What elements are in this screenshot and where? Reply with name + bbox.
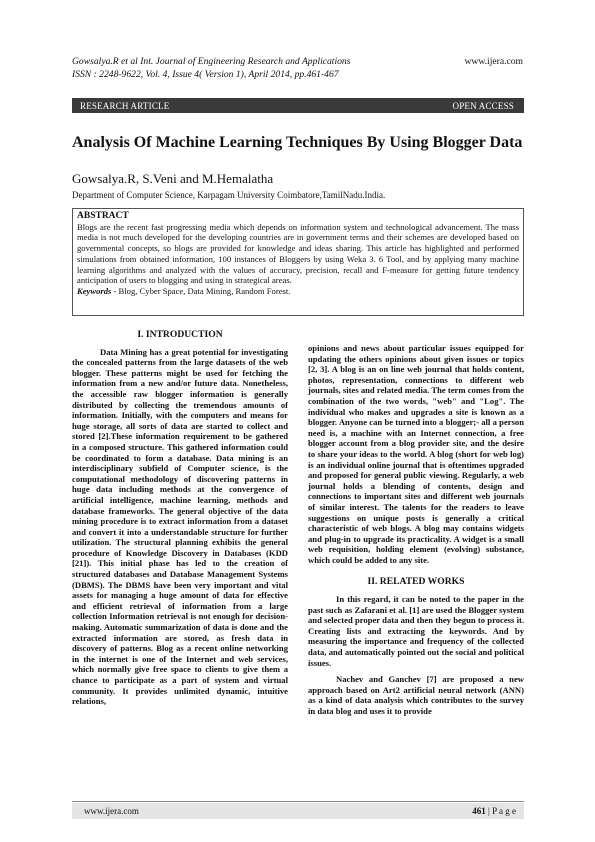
page-footer (72, 803, 524, 819)
running-header (72, 56, 350, 81)
introduction-paragraph: Data Mining has a great potential for investigating the concealed patterns from the large datasets of the web blogger. These patterns might be used for fetching the information from a new and/or future data. Nonetheless, the accessible raw blogger information is generally distributed by collecting the tremendous amounts of information. Initially, with the computers and means for huge storage, all sorts of data are started to collect and stored [2].These information requirement to be gathered in a composed structure. This gathered information could be coordinated to form a database. Data mining is an interdisciplinary subfield of Computer science, is the computational methodology of discovering patterns in huge data including methods at the convergence of artificial intelligence, machine learning, methods and database frameworks. The general objective of the data mining procedure is to extract information from a dataset and convert it into a understandable structure for further utilization. The structural planning exhibits the general procedure of Knowledge Discovery in Databases (KDD [21]). This initial phase has led to the creation of structured databases and Database Management Systems (DBMS). The DBMS have been very important and vital assets for managing a huge amount of data for effective and efficient retrieval of information from a large collection Information retrieval is not enough for decision-making. Automatic summarization of data is done and the extracted information are stored, as fresh data in discovery of patterns. Blog as a recent online networking in the internet is one of the Internet and web services, which normally give free space to clients to give them a chance to participate as a part of system and virtual community. It provides unlimited dynamic, intuitive relations, (72, 346, 288, 707)
page-label: | P a g e (485, 806, 516, 816)
research-article-label: RESEARCH ARTICLE (80, 100, 170, 111)
related-works-paragraph-2: Nachev and Ganchev [7] are proposed a new approach based on Art2 artificial neural network (ANN) as a kind of data analysis which contributes to the survey in data blog and uses it to provide (308, 674, 524, 716)
footer-divider (72, 801, 524, 802)
introduction-continuation: opinions and news about particular issues equipped for updating the others opinions about given issues or topics [2, 3]. A blog is an on line web journal that holds content, photos, representation, connections to different web journals, sites and related media. The term comes from the combination of the two words, "web" and "Log". The individual who makes and upgrades a site is known as a blogger. Anyone can be turned into a blogger;- all a person need is, a machine with an Internet connection, a free blogger account from a blog provider site, and the desire to share your ideas to the world. A blog (short for web log) is an individual online journal that is oftentimes upgraded and proposed for general public viewing. Regularly, a web journal holds a blending of contents, design and connections to important sites and different web journals of similar interest. The talents for the readers to leave suggestions on unique posts is generally a critical characteristic of web blogs. A blog may contains widgets and plug-in to upgrade its practicality. A widget is a small web requisition, holding element (evolving) substance, which could be added to any site. (308, 343, 524, 565)
paper-authors: Gowsalya.R, S.Veni and M.Hemalatha (72, 171, 274, 186)
abstract-heading: ABSTRACT (77, 211, 129, 221)
author-affiliation: Department of Computer Science, Karpagam University Coimbatore,TamilNadu.India. (72, 190, 386, 200)
related-works-paragraph-1: In this regard, it can be noted to the paper in the past such as Zafarani et al. [1] are used the Blogger system and selected proper data and then they begun to process it. Creating lists and extracting the keywords. And by measuring the importance and frequency of the collected data, and automatically pointed out the social and political issues. (308, 594, 524, 668)
journal-line: Gowsalya.R et al Int. Journal of Engineering Research and Applications (72, 56, 351, 67)
introduction-heading: I. INTRODUCTION (137, 329, 223, 340)
article-type-banner (72, 98, 524, 113)
abstract-text: Blogs are the recent fast progressing media which depends on information system and technological advancement. The mass media is not much developed for the developing countries are in government terms and their schemes are developed based on governmental concepts, so blogs are provided for knowledge and ideas sharing. This article has highlighted and performed simulations from obtained information, 100 instances of Bloggers by using Weka 3. 6 Tool, and by applying many machine learning algorithms and analyzed with the values of accuracy, precision, recall and F-measure for getting future tendency anticipation of users to blogging and using in strategical areas. (77, 221, 519, 286)
related-works-heading: II. RELATED WORKS (367, 576, 465, 588)
footer-website-link[interactable]: www.ijera.com (84, 806, 139, 816)
header-website-link[interactable]: www.ijera.com (464, 56, 523, 67)
issn-line: ISSN : 2248-9622, Vol. 4, Issue 4( Version 1), April 2014, pp.461-467 (72, 68, 339, 80)
open-access-label: OPEN ACCESS (452, 100, 514, 111)
abstract-box (72, 208, 524, 316)
right-column (308, 343, 524, 717)
page-number: 461 (472, 806, 486, 816)
keywords-text: Blog, Cyber Space, Data Mining, Random Forest. (116, 285, 291, 296)
keywords-label: Keywords - (77, 285, 117, 296)
paper-title: Analysis Of Machine Learning Techniques By Using Blogger Data (72, 134, 523, 151)
left-column (72, 330, 288, 707)
page-number-group (472, 806, 516, 816)
